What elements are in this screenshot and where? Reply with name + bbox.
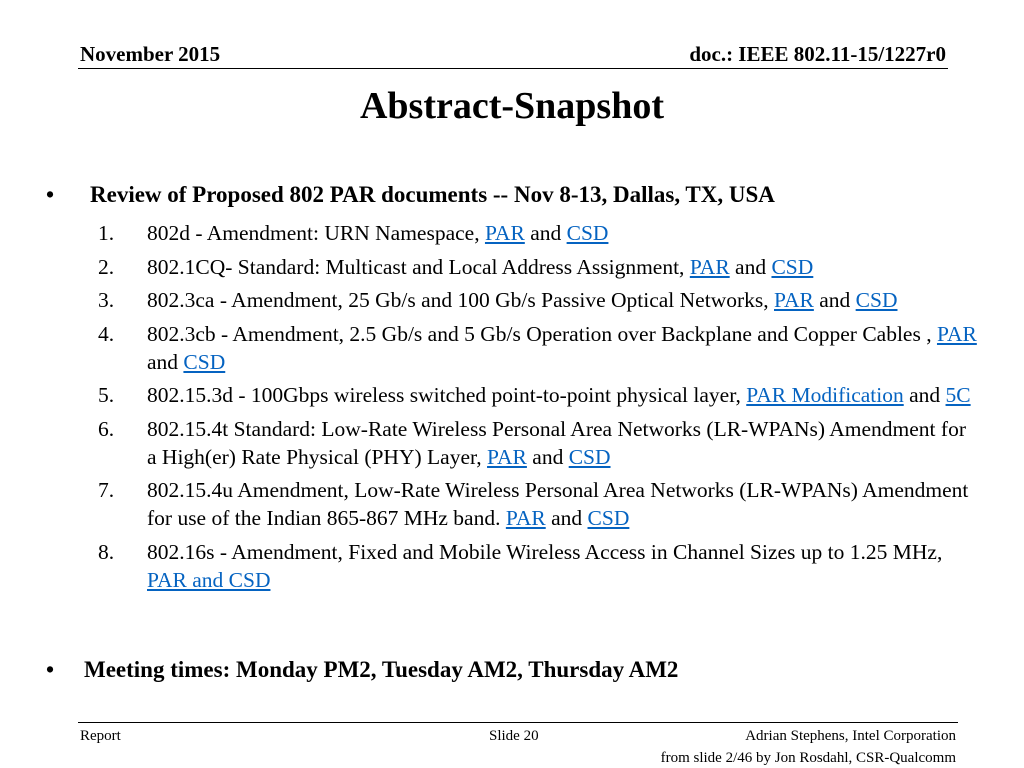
- header-date: November 2015: [80, 42, 221, 66]
- bullet-dot: •: [46, 182, 55, 207]
- list-item-text: 802.15.4t Standard: Low-Rate Wireless Personal Area Networks (LR-WPANs) Amendment for a High(er) Rate Physical (PHY) Layer,: [147, 416, 966, 469]
- list-item-text: 802d - Amendment: URN Namespace,: [147, 221, 485, 245]
- list-item-number: 8.: [98, 539, 115, 564]
- list-item-number: 2.: [98, 254, 115, 279]
- document-link[interactable]: CSD: [566, 221, 609, 245]
- list-item: [98, 219, 978, 247]
- list-item-number: 5.: [98, 383, 115, 407]
- bullet-meeting-text: Meeting times: Monday PM2, Tuesday AM2, Thursday AM2: [84, 657, 679, 682]
- list-item-text: 802.15.3d - 100Gbps wireless switched point-to-point physical layer,: [147, 383, 747, 407]
- footer-divider: [78, 722, 958, 723]
- list-item: [98, 538, 978, 594]
- list-item: [98, 253, 978, 281]
- list-item: [98, 381, 978, 409]
- list-item-number: 4.: [98, 321, 115, 346]
- list-item-text: and: [729, 254, 772, 279]
- list-item-number: 1.: [98, 221, 115, 245]
- list-item-number: 6.: [98, 416, 115, 441]
- list-item: [98, 415, 978, 471]
- list-item-text: 802.3cb - Amendment, 2.5 Gb/s and 5 Gb/s Operation over Backplane and Copper Cables ,: [147, 321, 937, 346]
- document-link[interactable]: PAR: [936, 321, 977, 346]
- list-item-text: 802.3ca - Amendment, 25 Gb/s and 100 Gb/s Passive Optical Networks,: [147, 288, 774, 312]
- header-divider: [78, 68, 948, 69]
- document-link[interactable]: PAR Modification: [746, 383, 904, 407]
- list-item: [98, 320, 978, 376]
- list-item-text: 802.15.4u Amendment, Low-Rate Wireless Personal Area Networks (LR-WPANs) Amendment for use of the Indian 865-867 MHz band.: [147, 478, 969, 530]
- document-link[interactable]: CSD: [568, 444, 611, 469]
- document-link[interactable]: PAR: [484, 221, 525, 245]
- document-link[interactable]: PAR: [487, 444, 527, 469]
- list-item: [98, 286, 978, 314]
- document-link[interactable]: CSD: [587, 506, 630, 530]
- document-link[interactable]: PAR: [689, 254, 730, 279]
- footer-left: Report: [80, 728, 121, 744]
- list-item-text: and: [526, 444, 569, 469]
- list-item-text: and: [903, 383, 946, 407]
- document-link[interactable]: PAR and CSD: [147, 567, 271, 592]
- document-link[interactable]: 5C: [945, 383, 971, 407]
- list-item-text: 802.16s - Amendment, Fixed and Mobile Wireless Access in Channel Sizes up to 1.25 MHz,: [147, 539, 943, 564]
- slide-title: Abstract-Snapshot: [359, 85, 665, 127]
- par-document-list: [98, 219, 978, 599]
- document-link[interactable]: PAR: [774, 288, 814, 312]
- list-item-text: and: [147, 349, 184, 374]
- slide-number: Slide 20: [489, 728, 539, 744]
- footer-source: from slide 2/46 by Jon Rosdahl, CSR-Qualcomm: [660, 750, 956, 766]
- list-item-number: 3.: [98, 288, 115, 312]
- list-item-text: and: [524, 221, 567, 245]
- bullet-dot: •: [46, 657, 55, 682]
- header-doc-number: doc.: IEEE 802.11-15/1227r0: [689, 42, 946, 66]
- document-link[interactable]: PAR: [505, 506, 546, 530]
- list-item-number: 7.: [98, 478, 115, 502]
- list-item-text: and: [813, 288, 856, 312]
- footer-author: Adrian Stephens, Intel Corporation: [745, 728, 956, 744]
- document-link[interactable]: CSD: [855, 288, 898, 312]
- document-link[interactable]: CSD: [183, 349, 226, 374]
- list-item: [98, 476, 978, 532]
- document-link[interactable]: CSD: [771, 254, 814, 279]
- list-item-text: and: [545, 506, 588, 530]
- list-item-text: 802.1CQ- Standard: Multicast and Local Address Assignment,: [147, 254, 690, 279]
- bullet-review-text: Review of Proposed 802 PAR documents -- Nov 8-13, Dallas, TX, USA: [90, 182, 775, 207]
